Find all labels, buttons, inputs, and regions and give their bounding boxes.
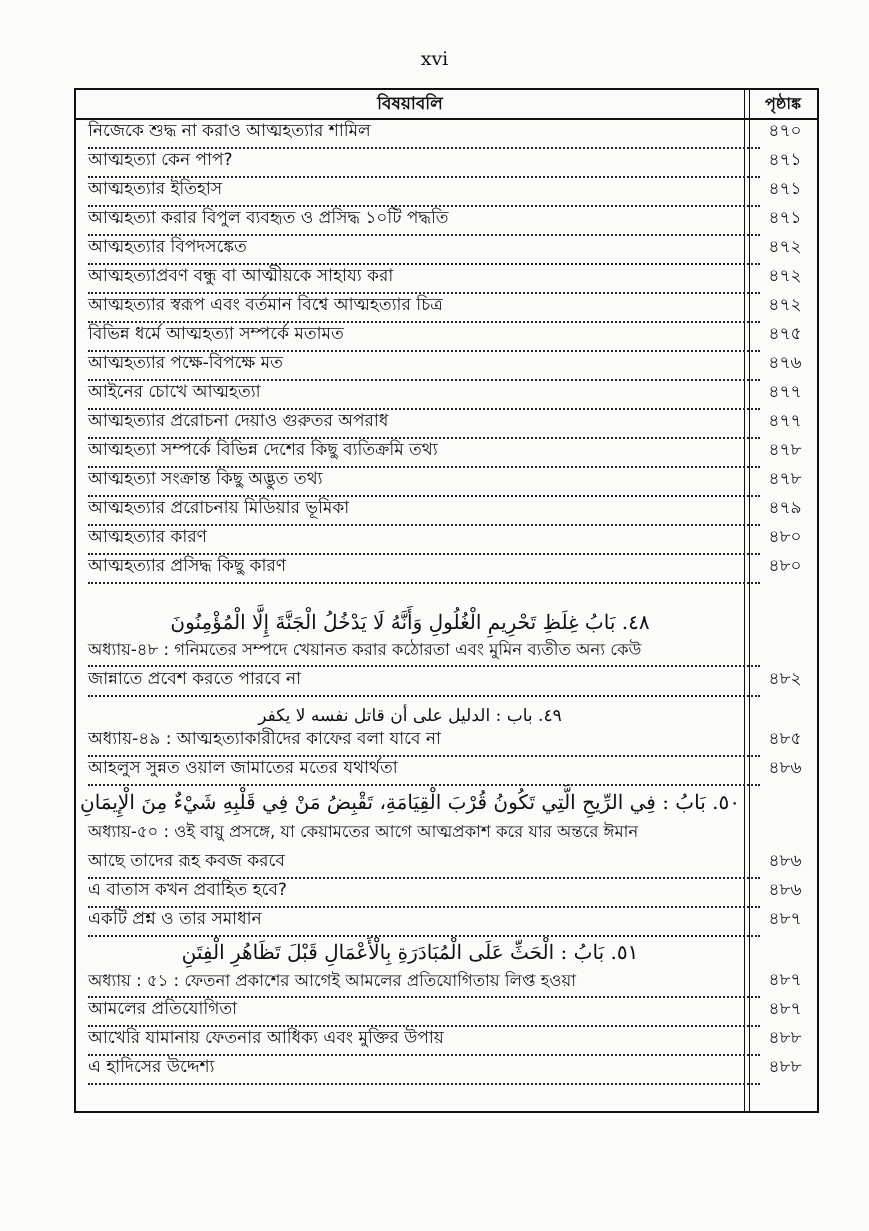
toc-entry: আত্মহত্যা করার বিপুল ব্যবহৃত ও প্রসিদ্ধ ১০টি পদ্ধতি xyxy=(88,208,449,228)
toc-entry: নিজেকে শুদ্ধ না করাও আত্মহত্যার শামিল xyxy=(88,121,371,141)
page-ref: ৪৮৭ xyxy=(768,970,802,990)
page-ref: ৪৭১ xyxy=(768,208,802,228)
page-ref: ৪৭২ xyxy=(768,237,802,257)
toc-header xyxy=(76,90,817,120)
chapter-51-title: অধ্যায় : ৫১ : ফেতনা প্রকাশের আগেই আমলের প্রতিযোগিতায় লিপ্ত হওয়া xyxy=(88,971,577,990)
chapter-48-title: অধ্যায়-৪৮ : গনিমতের সম্পদে খেয়ানত করার কঠোরতা এবং মুমিন ব্যতীত অন্য কেউ xyxy=(88,640,642,659)
toc-row xyxy=(76,207,817,236)
dot-leader xyxy=(88,1083,760,1085)
table-of-contents xyxy=(74,88,819,1113)
toc-row xyxy=(76,1056,817,1085)
toc-row xyxy=(76,526,817,555)
toc-row xyxy=(76,439,817,468)
toc-entry: আত্মহত্যার পক্ষে-বিপক্ষে মত xyxy=(88,353,283,373)
toc-entry: আত্মহত্যার প্ররোচনায় মিডিয়ার ভূমিকা xyxy=(88,498,350,518)
page-ref: ৪৮০ xyxy=(768,527,802,547)
toc-row xyxy=(76,555,817,584)
toc-entry: আখেরি যামানায় ফেতনার আধিক্য এবং মুক্তির উপায় xyxy=(88,1028,444,1048)
page-ref: ৪৮২ xyxy=(768,669,802,689)
page-ref: ৪৭৯ xyxy=(768,498,802,518)
chapter-51-arabic-title: ٥١. بَابُ : الْحَثِّ عَلَى الْمُبَادَرَةِ بِالْأَعْمَالِ قَبْلَ تَظَاهُرِ الْفِتَنِ xyxy=(181,940,639,964)
toc-row xyxy=(76,352,817,381)
toc-row xyxy=(76,757,817,786)
toc-row xyxy=(76,879,817,908)
toc-entry: আত্মহত্যার প্রসিদ্ধ কিছু কারণ xyxy=(88,556,287,576)
toc-row xyxy=(76,908,817,937)
page-ref: ৪৭০ xyxy=(768,121,802,141)
page-ref: ৪৭৭ xyxy=(768,411,802,431)
dot-leader xyxy=(88,935,760,937)
chapter-50-arabic-title: ٥٠. بَابُ : فِي الرِّيحِ الَّتِي تَكُونُ قُرْبَ الْقِيَامَةِ، تَقْبِضُ مَنْ فِي قَلْبِهِ شَيْءٌ مِنَ الْإِيمَانِ xyxy=(80,790,740,814)
toc-entry: আত্মহত্যার কারণ xyxy=(88,527,207,547)
header-topics: বিষয়াবলি xyxy=(377,94,443,114)
chapter-50-line-1 xyxy=(76,819,817,849)
chapter-48-line-2 xyxy=(76,667,817,697)
chapter-48-line-1 xyxy=(76,637,817,667)
toc-row xyxy=(76,294,817,323)
page-ref: ৪৮০ xyxy=(768,556,802,576)
page-ref: ৪৮৮ xyxy=(768,1028,802,1048)
toc-row xyxy=(76,120,817,149)
toc-entry: আইনের চোখে আত্মহত্যা xyxy=(88,382,261,402)
page-number: xvi xyxy=(420,48,449,70)
toc-entry: একটি প্রশ্ন ও তার সমাধান xyxy=(88,909,262,929)
toc-entry: বিভিন্ন ধর্মে আত্মহত্যা সম্পর্কে মতামত xyxy=(88,324,344,344)
chapter-50-title: অধ্যায়-৫০ : ওই বায়ু প্রসঙ্গে, যা কেয়ামতের আগে আত্মপ্রকাশ করে যার অন্তরে ঈমান xyxy=(88,822,639,841)
dot-leader xyxy=(88,695,760,697)
page-ref: ৪৭২ xyxy=(768,266,802,286)
chapter-50-line-2 xyxy=(76,849,817,879)
chapter-50-title-cont: আছে তাদের রূহ কবজ করবে xyxy=(88,851,285,871)
header-page: পৃষ্ঠাঙ্ক xyxy=(765,94,801,113)
page-ref: ৪৭৭ xyxy=(768,382,802,402)
page-ref: ৪৭৫ xyxy=(768,324,802,344)
toc-row xyxy=(76,998,817,1027)
page-ref: ৪৭১ xyxy=(768,150,802,170)
toc-entry: আত্মহত্যা কেন পাপ? xyxy=(88,150,233,170)
toc-row xyxy=(76,381,817,410)
page-ref: ৪৮৬ xyxy=(768,880,802,900)
toc-row xyxy=(76,178,817,207)
toc-entry: আত্মহত্যার বিপদসঙ্কেত xyxy=(88,237,247,257)
toc-entry: আমলের প্রতিযোগিতা xyxy=(88,999,238,1019)
toc-row xyxy=(76,468,817,497)
toc-row xyxy=(76,236,817,265)
toc-entry: আহলুস সুন্নত ওয়াল জামাতের মতের যথার্থতা xyxy=(88,758,398,778)
toc-entry: আত্মহত্যার ইতিহাস xyxy=(88,179,223,199)
toc-row xyxy=(76,410,817,439)
page-ref: ৪৭৮ xyxy=(768,440,802,460)
toc-entry: এ বাতাস কখন প্রবাহিত হবে? xyxy=(88,880,287,900)
toc-entry: আত্মহত্যা সংক্রান্ত কিছু অদ্ভুত তথ্য xyxy=(88,469,323,489)
page-ref: ৪৮৮ xyxy=(768,1057,802,1077)
toc-row xyxy=(76,265,817,294)
chapter-49-arabic-title: ٤٩. باب : الدليل على أن قاتل نفسه لا يكفر xyxy=(258,706,562,726)
chapter-48-arabic-title: ٤٨. بَابُ غِلَظِ تَحْرِيمِ الْغُلُولِ وَأَنَّهُ لَا يَدْخُلُ الْجَنَّةَ إِلَّا الْمُؤْمِنُونَ xyxy=(170,610,650,634)
page-ref: ৪৮৬ xyxy=(768,851,802,871)
dot-leader xyxy=(88,784,760,786)
toc-entry: এ হাদিসের উদ্দেশ্য xyxy=(88,1057,215,1077)
page-ref: ৪৮৭ xyxy=(768,909,802,929)
page-ref: ৪৭৮ xyxy=(768,469,802,489)
page-ref: ৪৭৬ xyxy=(768,353,802,373)
toc-entry: আত্মহত্যার স্বরূপ এবং বর্তমান বিশ্বে আত্মহত্যার চিত্র xyxy=(88,295,443,315)
chapter-51-line xyxy=(76,968,817,998)
chapter-48-title-cont: জান্নাতে প্রবেশ করতে পারবে না xyxy=(88,669,302,689)
chapter-49-line xyxy=(76,728,817,757)
toc-row xyxy=(76,149,817,178)
toc-row xyxy=(76,497,817,526)
toc-entry: আত্মহত্যাপ্রবণ বন্ধু বা আত্মীয়কে সাহায্য করা xyxy=(88,266,394,286)
page-ref: ৪৭২ xyxy=(768,295,802,315)
page-ref: ৪৭১ xyxy=(768,179,802,199)
toc-entry: আত্মহত্যা সম্পর্কে বিভিন্ন দেশের কিছু ব্যতিক্রমি তথ্য xyxy=(88,440,438,460)
chapter-49-title: অধ্যায়-৪৯ : আত্মহত্যাকারীদের কাফের বলা যাবে না xyxy=(88,729,441,749)
toc-row xyxy=(76,1027,817,1056)
page-ref: ৪৮৭ xyxy=(768,999,802,1019)
toc-row xyxy=(76,323,817,352)
page-ref: ৪৮৬ xyxy=(768,758,802,778)
toc-entry: আত্মহত্যার প্ররোচনা দেয়াও গুরুতর অপরাধ xyxy=(88,411,389,431)
page-ref: ৪৮৫ xyxy=(768,729,802,749)
dot-leader xyxy=(88,582,760,584)
